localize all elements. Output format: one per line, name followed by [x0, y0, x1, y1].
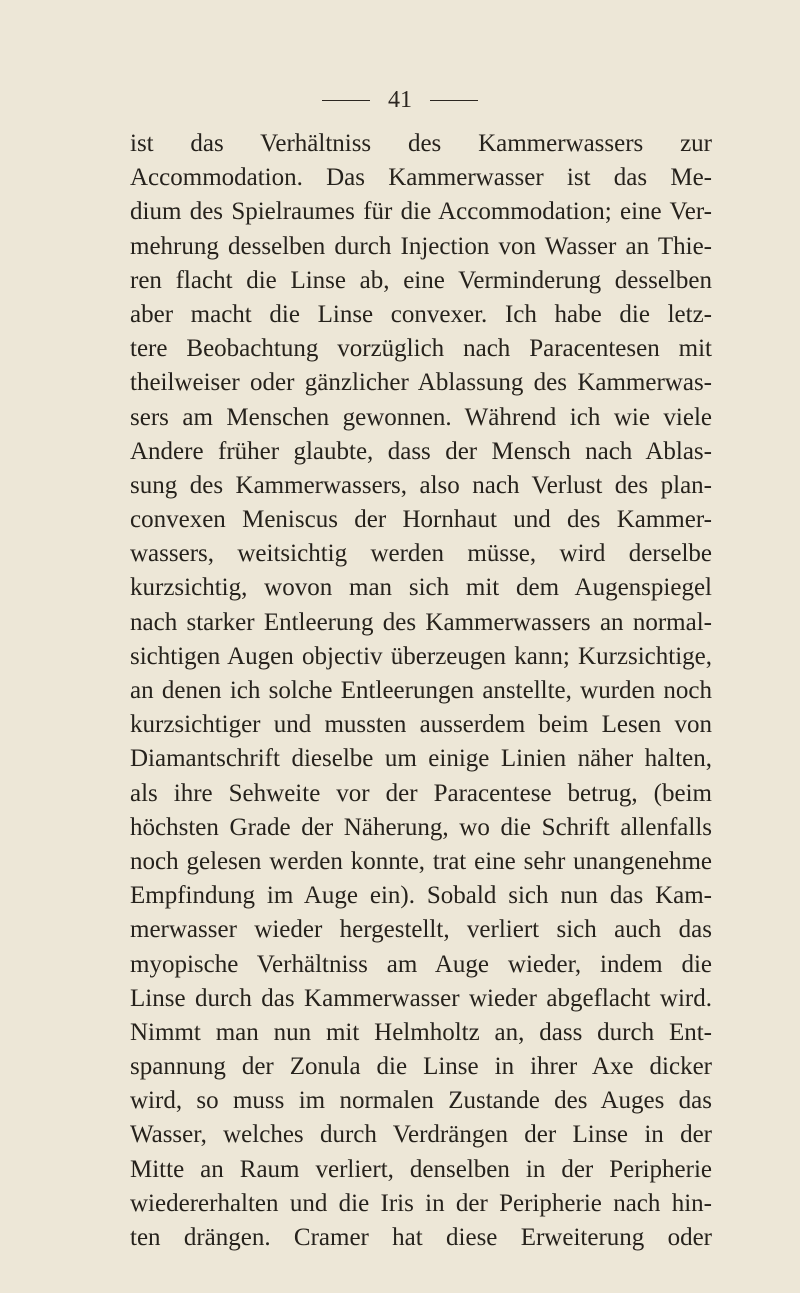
text-line: noch gelesen werden konnte, trat eine sehr unangenehme [130, 847, 712, 875]
body-text [130, 127, 712, 1255]
text-line: kurzsichtig, wovon man sich mit dem Augenspiegel [130, 574, 712, 602]
text-line: ten drängen. Cramer hat diese Erweiterung oder [130, 1224, 712, 1251]
text-line: sers am Menschen gewonnen. Während ich wie viele [130, 403, 712, 431]
text-line: Wasser, welches durch Verdrängen der Linse in der [130, 1121, 712, 1149]
text-line: mehrung desselben durch Injection von Wasser an Thie- [130, 232, 712, 260]
text-line: Accommodation. Das Kammerwasser ist das Me- [130, 164, 712, 192]
text-line: ist das Verhältniss des Kammerwassers zur [130, 130, 712, 157]
text-line: Nimmt man nun mit Helmholtz an, dass durch Ent- [130, 1018, 712, 1046]
text-line: theilweiser oder gänzlicher Ablassung des Kammerwas- [130, 369, 712, 397]
text-line: myopische Verhältniss am Auge wieder, indem die [130, 950, 712, 978]
text-line: tere Beobachtung vorzüglich nach Paracentesen mit [130, 335, 712, 363]
text-line: sichtigen Augen objectiv überzeugen kann; Kurzsichtige, [130, 642, 712, 670]
page-number: 41 [388, 86, 412, 113]
text-line: wassers, weitsichtig werden müsse, wird derselbe [130, 540, 712, 568]
text-line: convexen Meniscus der Hornhaut und des Kammer- [130, 506, 712, 534]
text-line: spannung der Zonula die Linse in ihrer Axe dicker [130, 1053, 712, 1081]
page-header [0, 86, 800, 116]
text-line: an denen ich solche Entleerungen anstellte, wurden noch [130, 677, 712, 704]
text-line: aber macht die Linse convexer. Ich habe die letz- [130, 300, 712, 328]
text-line: wiedererhalten und die Iris in der Peripherie nach hin- [130, 1189, 712, 1217]
header-rule-right [430, 100, 478, 101]
text-line: merwasser wieder hergestellt, verliert sich auch das [130, 916, 712, 944]
text-line: wird, so muss im normalen Zustande des Auges das [130, 1087, 712, 1115]
text-line: kurzsichtiger und mussten ausserdem beim Lesen von [130, 711, 712, 739]
text-line: sung des Kammerwassers, also nach Verlust des plan- [130, 471, 712, 499]
text-line: nach starker Entleerung des Kammerwassers an normal- [130, 608, 712, 636]
text-line: als ihre Sehweite vor der Paracentese betrug, (beim [130, 779, 712, 807]
text-line: Diamantschrift dieselbe um einige Linien näher halten, [130, 745, 712, 773]
text-line: ren flacht die Linse ab, eine Verminderung desselben [130, 266, 712, 294]
text-line: dium des Spielraumes für die Accommodation; eine Ver- [130, 198, 712, 226]
text-line: Mitte an Raum verliert, denselben in der Peripherie [130, 1155, 712, 1183]
text-line: Empfindung im Auge ein). Sobald sich nun das Kam- [130, 882, 712, 910]
text-line: Andere früher glaubte, dass der Mensch nach Ablas- [130, 437, 712, 465]
text-line: Linse durch das Kammerwasser wieder abgeflacht wird. [130, 984, 712, 1012]
header-rule-left [322, 100, 370, 101]
text-line: höchsten Grade der Näherung, wo die Schrift allenfalls [130, 813, 712, 841]
